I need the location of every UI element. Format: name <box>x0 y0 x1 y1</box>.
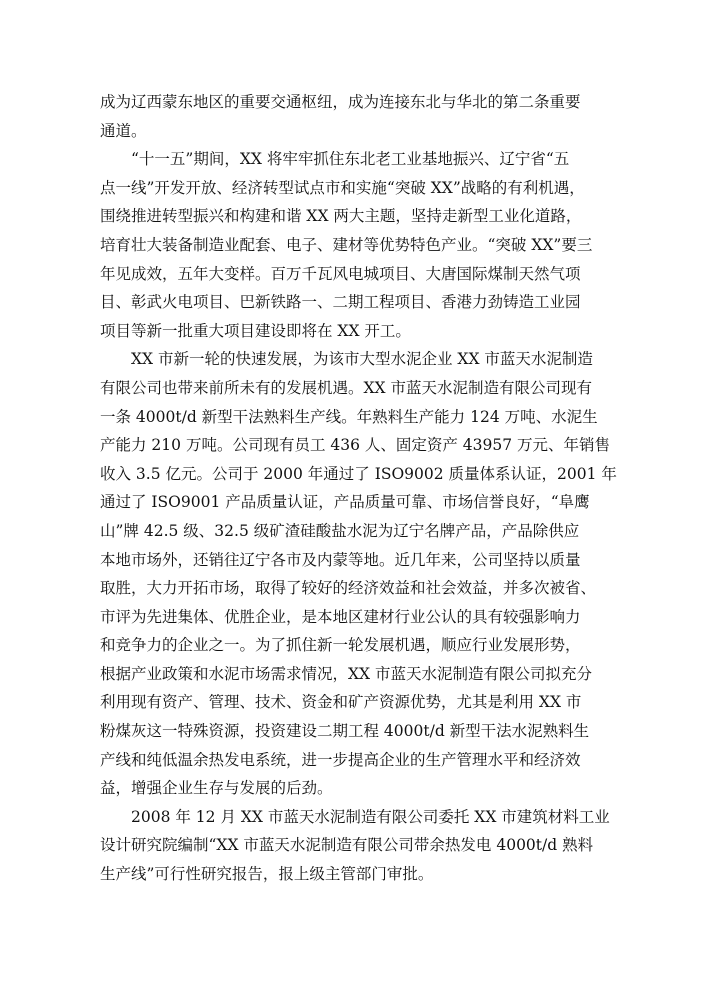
text-line: 通道。 <box>100 121 147 140</box>
text-line: 取胜，大力开拓市场，取得了较好的经济效益和社会效益，并多次被省、 <box>100 579 597 598</box>
text-line: 利用现有资产、管理、技术、资金和矿产资源优势，尤其是利用 XX 市 <box>100 693 582 712</box>
text-line: XX 市新一轮的快速发展，为该市大型水泥企业 XX 市蓝天水泥制造 <box>131 350 593 369</box>
text-line: “十一五”期间，XX 将牢牢抓住东北老工业基地振兴、辽宁省“五 <box>131 150 570 169</box>
text-line: 培育壮大装备制造业配套、电子、建材等优势特色产业。“突破 XX”要三 <box>100 235 593 254</box>
text-line: 收入 3.5 亿元。公司于 2000 年通过了 ISO9002 质量体系认证，2001 年 <box>100 464 617 483</box>
text-line: 设计研究院编制“XX 市蓝天水泥制造有限公司带余热发电 4000t/d 熟料 <box>100 836 594 855</box>
text-line: 产能力 210 万吨。公司现有员工 436 人、固定资产 43957 万元、年销售 <box>100 436 611 455</box>
text-line: 益，增强企业生存与发展的后劲。 <box>100 779 333 798</box>
text-line: 2008 年 12 月 XX 市蓝天水泥制造有限公司委托 XX 市建筑材料工业 <box>131 807 610 826</box>
text-line: 山”牌 42.5 级、32.5 级矿渣硅酸盐水泥为辽宁名牌产品，产品除供应 <box>100 521 580 540</box>
text-line: 市评为先进集体、优胜企业，是本地区建材行业公认的具有较强影响力 <box>100 607 581 626</box>
paragraph-4 <box>100 803 630 889</box>
text-line: 根据产业政策和水泥市场需求情况，XX 市蓝天水泥制造有限公司拟充分 <box>100 664 592 683</box>
text-line: 年见成效，五年大变样。百万千瓦风电城项目、大唐国际煤制天然气项 <box>100 264 581 283</box>
text-line: 和竞争力的企业之一。为了抓住新一轮发展机遇，顺应行业发展形势， <box>100 636 581 655</box>
text-line: 粉煤灰这一特殊资源，投资建设二期工程 4000t/d 新型干法水泥熟料生 <box>100 722 590 741</box>
paragraph-2 <box>100 145 630 345</box>
text-line: 本地市场外，还销往辽宁各市及内蒙等地。近几年来，公司坚持以质量 <box>100 550 581 569</box>
paragraph-3 <box>100 345 630 803</box>
document-body <box>100 88 630 889</box>
text-line: 成为辽西蒙东地区的重要交通枢纽，成为连接东北与华北的第二条重要 <box>100 93 581 111</box>
text-line: 有限公司也带来前所未有的发展机遇。XX 市蓝天水泥制造有限公司现有 <box>100 378 592 397</box>
text-line: 通过了 ISO9001 产品质量认证，产品质量可靠、市场信誉良好，“阜鹰 <box>100 493 590 512</box>
text-line: 项目等新一批重大项目建设即将在 XX 开工。 <box>100 321 411 340</box>
text-line: 产线和纯低温余热发电系统，进一步提高企业的生产管理水平和经济效 <box>100 750 581 769</box>
text-line: 目、彰武火电项目、巴新铁路一、二期工程项目、香港力劲铸造工业园 <box>100 293 581 312</box>
text-line: 生产线”可行性研究报告，报上级主管部门审批。 <box>100 865 434 884</box>
text-line: 一条 4000t/d 新型干法熟料生产线。年熟料生产能力 124 万吨、水泥生 <box>100 407 598 426</box>
text-line: 围绕推进转型振兴和构建和谐 XX 两大主题，坚持走新型工业化道路， <box>100 207 582 226</box>
text-line: 点一线”开发开放、经济转型试点市和实施“突破 XX”战略的有利机遇， <box>100 178 585 197</box>
paragraph-1 <box>100 88 630 145</box>
